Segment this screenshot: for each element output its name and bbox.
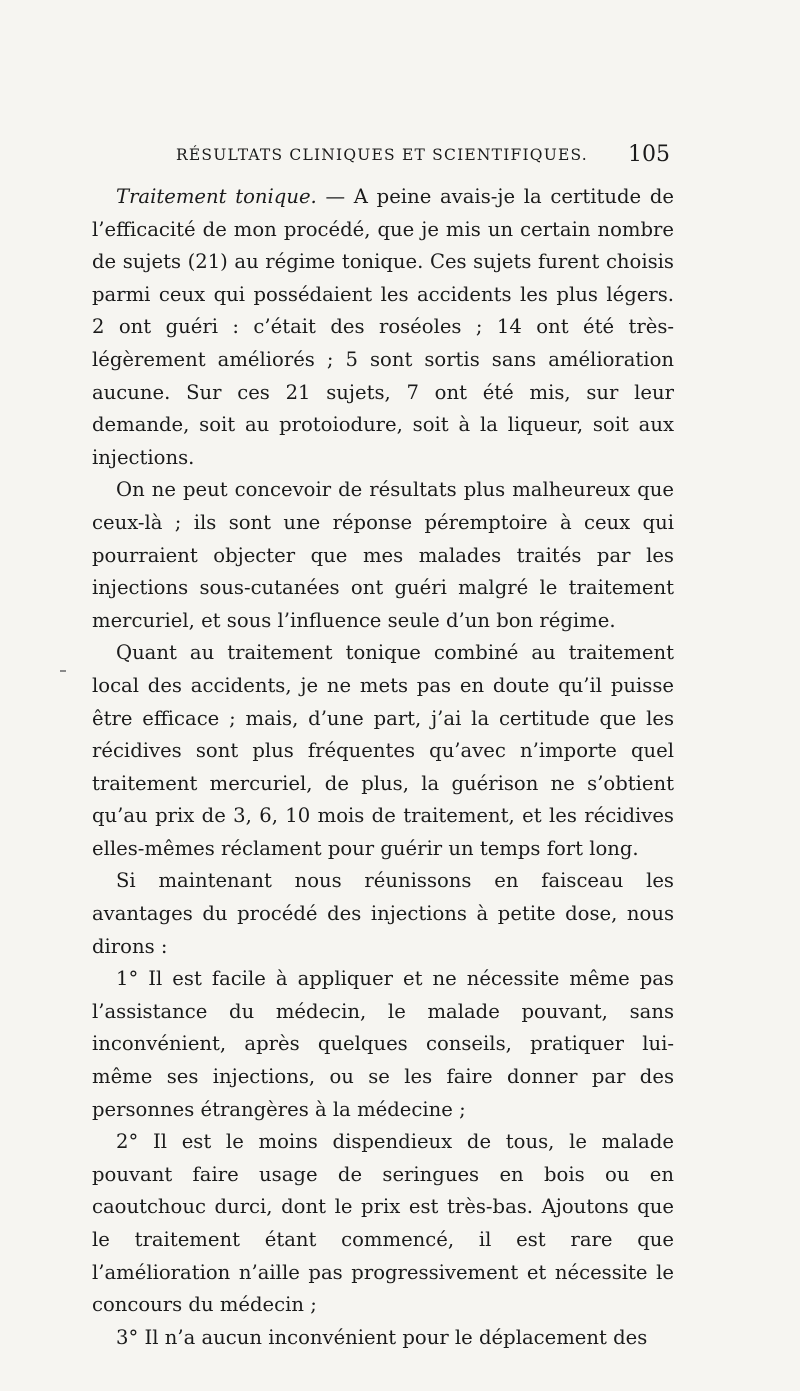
page-header [92, 142, 670, 172]
italic-lead: Traitement tonique. [116, 185, 317, 208]
paragraph-text: — A peine avais-je la certitude de l’efficacité de mon procédé, que je mis un certain nombre de sujets (21) au régime tonique. Ces sujets furent choisis parmi ceux qui possédaient les accidents les plus légers. 2 ont guéri : c’était des roséoles ; 14 ont été très-légèrement améliorés ; 5 sont sortis sans amélioration aucune. Sur ces 21 sujets, 7 ont été mis, sur leur demande, soit au protoiodure, soit à la liqueur, soit aux injections. [92, 185, 674, 469]
paragraph-traitement-tonique [92, 181, 674, 474]
margin-mark [60, 670, 66, 672]
paragraph: On ne peut concevoir de résultats plus malheureux que ceux-là ; ils sont une réponse péremptoire à ceux qui pourraient objecter que mes malades traités par les injections sous-cutanées ont guéri malgré le traitement mercuriel, et sous l’influence seule d’un bon régime. [92, 478, 674, 632]
list-item-2: 2° Il est le moins dispendieux de tous, le malade pouvant faire usage de seringues en bois ou en caoutchouc durci, dont le prix est très-bas. Ajoutons que le traitement étant commencé, il est rare que l’amélioration n’aille pas progressivement et nécessite le concours du médecin ; [92, 1130, 674, 1317]
paragraph: Si maintenant nous réunissons en faisceau les avantages du procédé des injections à petite dose, nous dirons : [92, 869, 674, 958]
list-item-3: 3° Il n’a aucun inconvénient pour le déplacement des [116, 1325, 648, 1349]
page-number: 105 [628, 142, 670, 167]
body-text [92, 181, 674, 1354]
paragraph: Quant au traitement tonique combiné au traitement local des accidents, je ne mets pas en doute qu’il puisse être efficace ; mais, d’une part, j’ai la certitude que les récidives sont plus fréquentes qu’avec n’importe quel traitement mercuriel, de plus, la guérison ne s’obtient qu’au prix de 3, 6, 10 mois de traitement, et les récidives elles-mêmes réclament pour guérir un temps fort long. [92, 641, 674, 860]
running-title: RÉSULTATS CLINIQUES ET SCIENTIFIQUES. [176, 146, 588, 164]
list-item-1: 1° Il est facile à appliquer et ne nécessite même pas l’assistance du médecin, le malade pouvant, sans inconvénient, après quelques conseils, pratiquer lui-même ses injections, ou se les faire donner par des personnes étrangères à la médecine ; [92, 967, 674, 1121]
